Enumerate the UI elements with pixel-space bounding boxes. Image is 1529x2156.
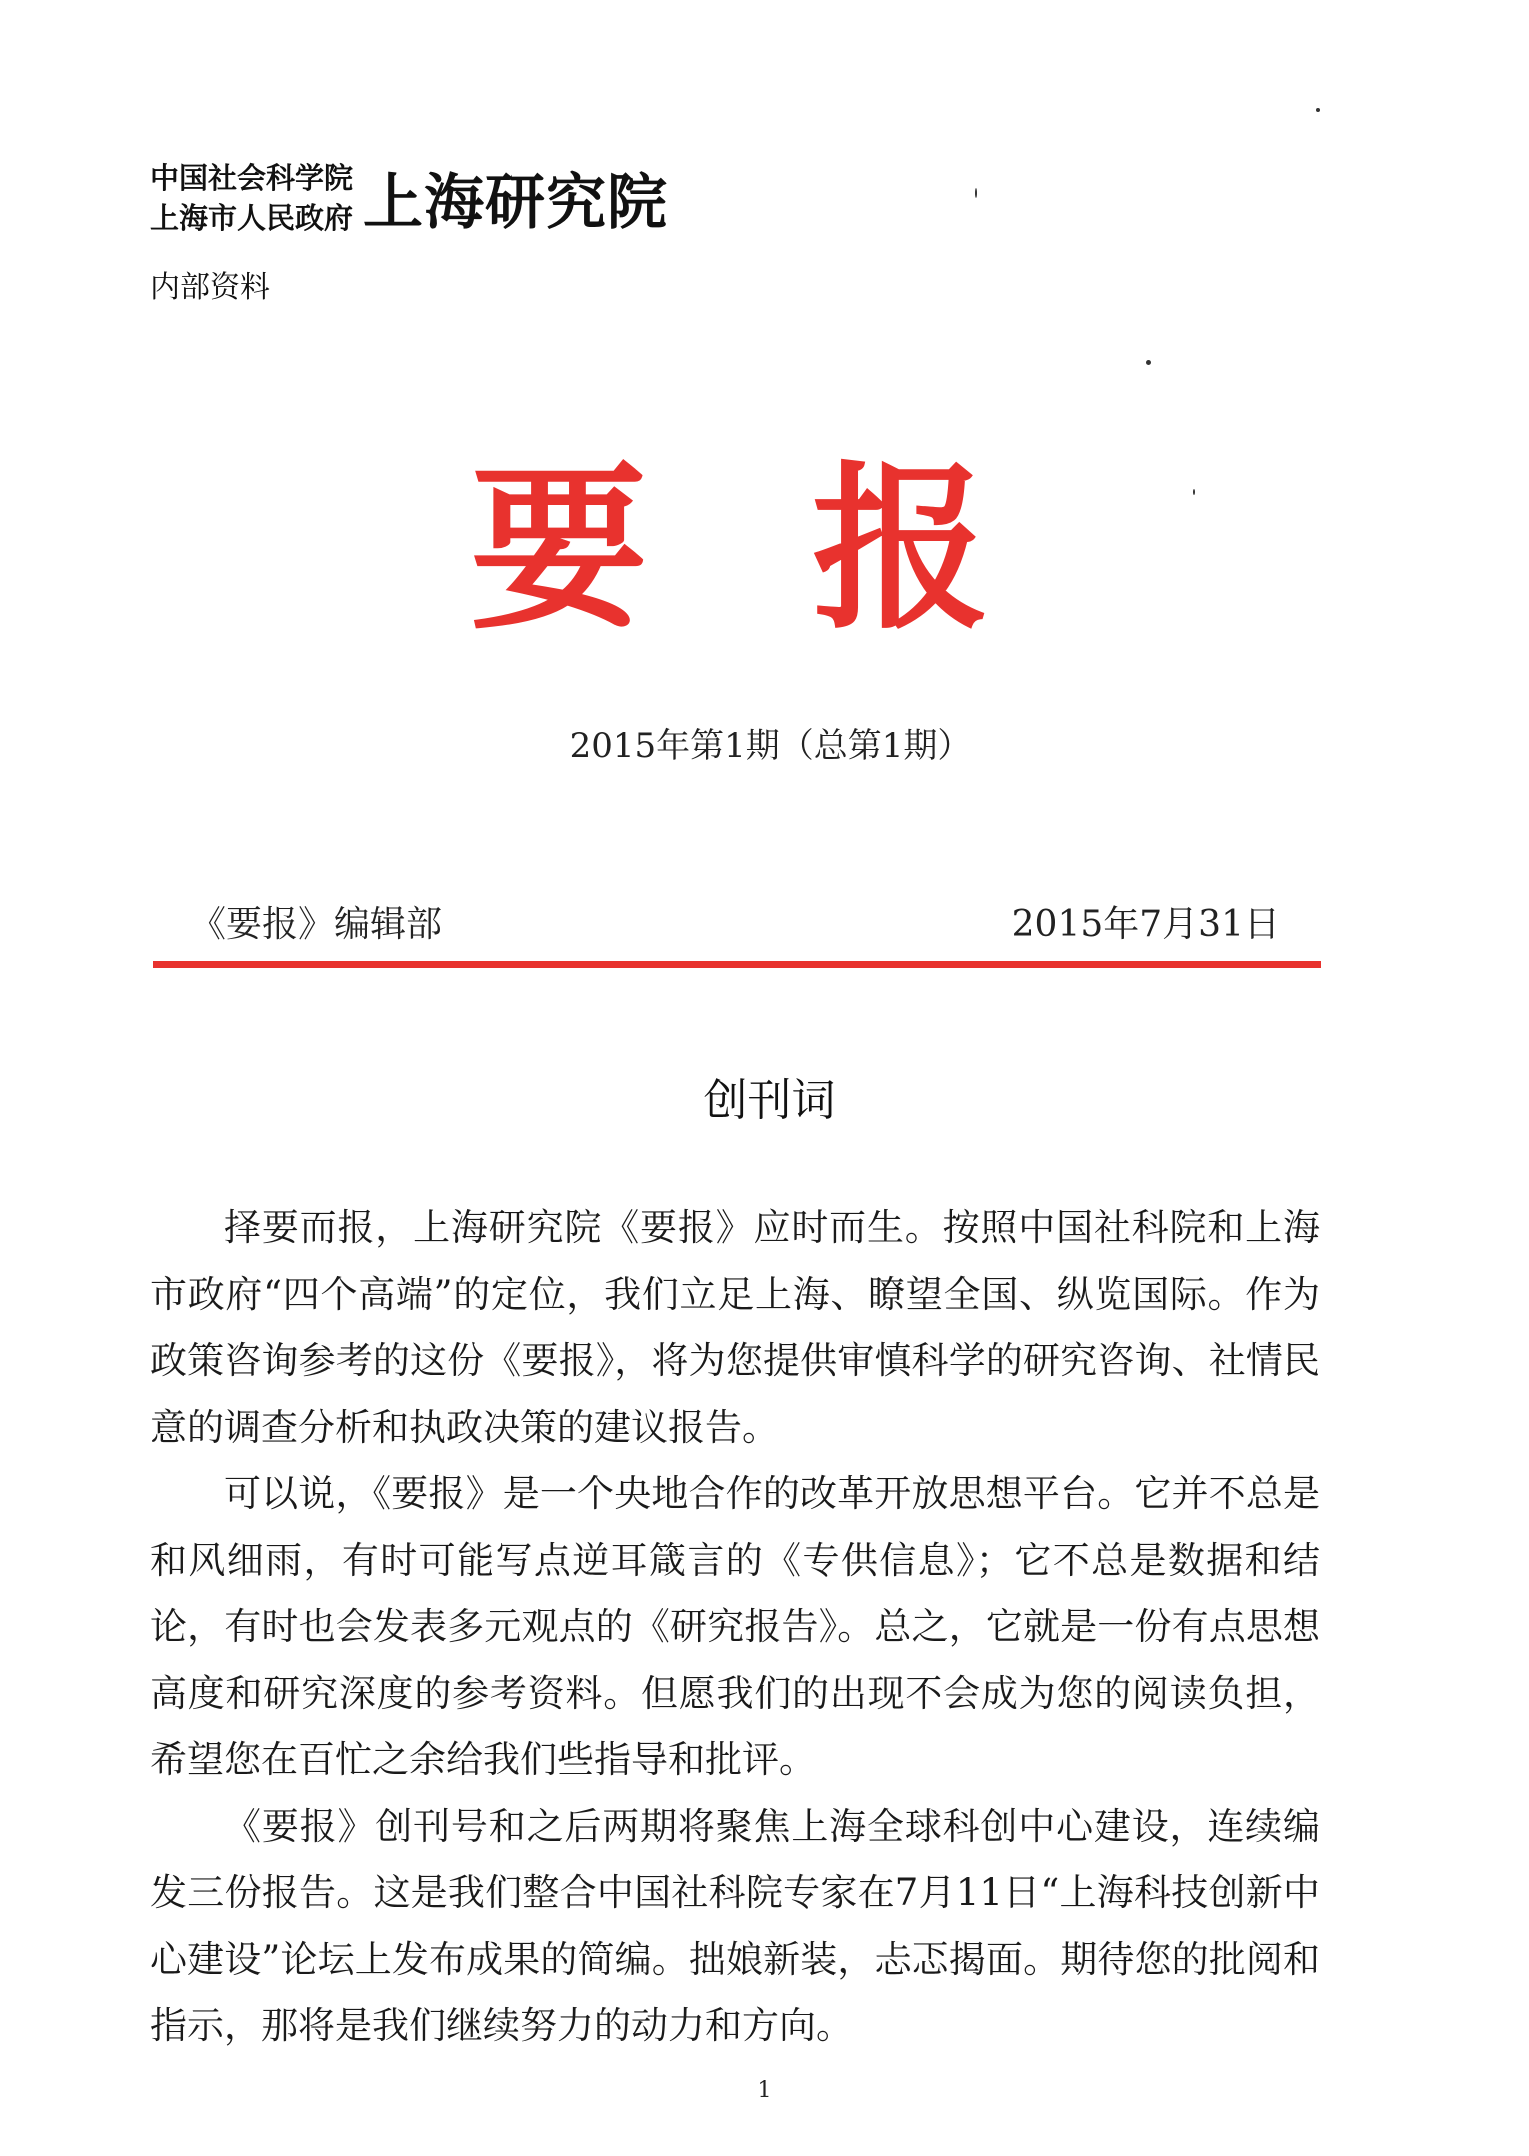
org-line-shanghai-gov: 上海市人民政府 bbox=[150, 201, 354, 235]
header-block bbox=[150, 155, 668, 241]
scan-speck bbox=[975, 188, 977, 198]
article-body bbox=[150, 1195, 1320, 2060]
editorial-department: 《要报》编辑部 bbox=[190, 904, 443, 945]
org-line-cass: 中国社会科学院 bbox=[150, 161, 354, 195]
publication-date: 2015年7月31日 bbox=[1011, 904, 1280, 945]
masthead-char-2: 报 bbox=[812, 444, 990, 653]
red-divider bbox=[153, 961, 1321, 968]
paragraph-1: 择要而报，上海研究院《要报》应时而生。按照中国社科院和上海市政府“四个高端”的定位，我们立足上海、瞭望全国、纵览国际。作为政策咨询参考的这份《要报》，将为您提供审慎科学的研究咨询、社情民意的调查分析和执政决策的建议报告。 bbox=[150, 1206, 1320, 1449]
organization-names bbox=[150, 158, 353, 238]
paragraph-2: 可以说，《要报》是一个央地合作的改革开放思想平台。它并不总是和风细雨，有时可能写点逆耳箴言的《专供信息》；它不总是数据和结论，有时也会发表多元观点的《研究报告》。总之，它就是一份有点思想高度和研究深度的参考资料。但愿我们的出现不会成为您的阅读负担，希望您在百忙之余给我们些指导和批评。 bbox=[150, 1472, 1320, 1781]
internal-label: 内部资料 bbox=[150, 270, 270, 305]
page-number: 1 bbox=[757, 2078, 772, 2103]
institute-name: 上海研究院 bbox=[363, 168, 669, 238]
scan-speck bbox=[1146, 360, 1151, 365]
scan-speck bbox=[1193, 489, 1195, 495]
masthead-title bbox=[470, 444, 990, 653]
editorial-row bbox=[190, 896, 1280, 947]
paragraph-3: 《要报》创刊号和之后两期将聚焦上海全球科创中心建设，连续编发三份报告。这是我们整合中国社科院专家在7月11日“上海科技创新中心建设”论坛上发布成果的简编。拙娘新装，忐忑揭面。期待您的批阅和指示，那将是我们继续努力的动力和方向。 bbox=[150, 1804, 1320, 2047]
issue-number: 2015年第1期（总第1期） bbox=[569, 726, 972, 766]
scan-speck bbox=[1316, 108, 1320, 112]
masthead-char-1: 要 bbox=[470, 444, 648, 653]
article-title: 创刊词 bbox=[703, 1075, 836, 1126]
